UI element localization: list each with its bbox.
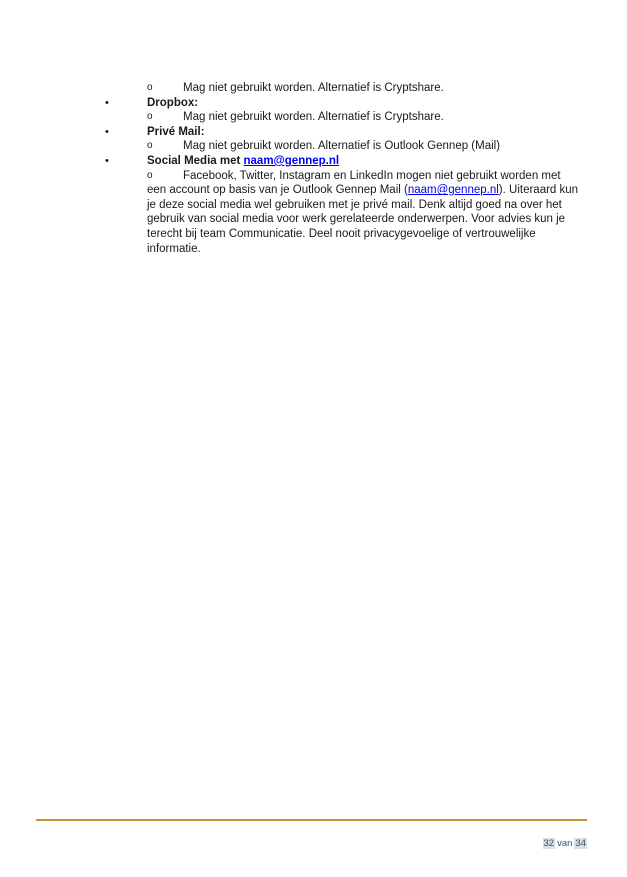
- text-segment: terecht bij team Communicatie. Deel nooit privacygevoelige of vertrouwelijke: [147, 227, 536, 240]
- list-item-level2-continuation: [0, 183, 627, 198]
- bullet-circle-marker: o: [147, 111, 153, 123]
- text-segment: Mag niet gebruikt worden. Alternatief is Cryptshare.: [183, 82, 444, 94]
- page-number: [543, 838, 587, 849]
- text-segment: Facebook, Twitter, Instagram en LinkedIn mogen niet gebruikt worden met: [183, 169, 561, 182]
- list-item-level2: [0, 169, 627, 184]
- text-segment: informatie.: [147, 242, 201, 255]
- text-segment: ). Uiteraard kun: [498, 184, 579, 197]
- bullet-circle-marker: o: [147, 169, 153, 181]
- list-item-level1: [0, 125, 627, 140]
- footer-divider: [36, 819, 587, 821]
- bullet-list: [0, 81, 627, 256]
- page-number-current: 32: [543, 838, 555, 849]
- text-segment: Dropbox:: [147, 96, 199, 109]
- list-item-level2: [0, 110, 627, 125]
- text-segment: Mag niet gebruikt worden. Alternatief is Cryptshare.: [183, 111, 444, 124]
- bullet-disc-marker: •: [105, 125, 109, 138]
- list-item-level2-continuation: [0, 198, 627, 213]
- text-segment: Privé Mail:: [147, 125, 205, 138]
- page-number-separator: van: [557, 838, 573, 849]
- list-item-level2-continuation: [0, 242, 627, 257]
- bullet-circle-marker: o: [147, 82, 153, 93]
- list-item-level2: [0, 81, 627, 96]
- text-segment: je deze social media wel gebruiken met je privé mail. Denk altijd goed na over het: [147, 198, 562, 211]
- list-item-level2-continuation: [0, 227, 627, 242]
- list-item-level2: [0, 139, 627, 154]
- email-hyperlink[interactable]: naam@gennep.nl: [243, 154, 340, 167]
- email-hyperlink[interactable]: naam@gennep.nl: [407, 184, 499, 197]
- text-segment: gebruik van social media voor werk gerelateerde onderwerpen. Voor advies kun je: [147, 213, 566, 226]
- page-number-total: 34: [575, 838, 586, 849]
- bullet-disc-marker: •: [105, 96, 109, 109]
- bullet-disc-marker: •: [105, 154, 109, 167]
- bullet-circle-marker: o: [147, 140, 153, 152]
- list-item-level1: [0, 96, 627, 111]
- text-segment: Social Media met: [147, 154, 244, 167]
- list-item-level2-continuation: [0, 212, 627, 227]
- text-segment: Mag niet gebruikt worden. Alternatief is Outlook Gennep (Mail): [183, 140, 501, 153]
- text-segment: een account op basis van je Outlook Gennep Mail (: [147, 184, 408, 197]
- list-item-level1: [0, 154, 627, 169]
